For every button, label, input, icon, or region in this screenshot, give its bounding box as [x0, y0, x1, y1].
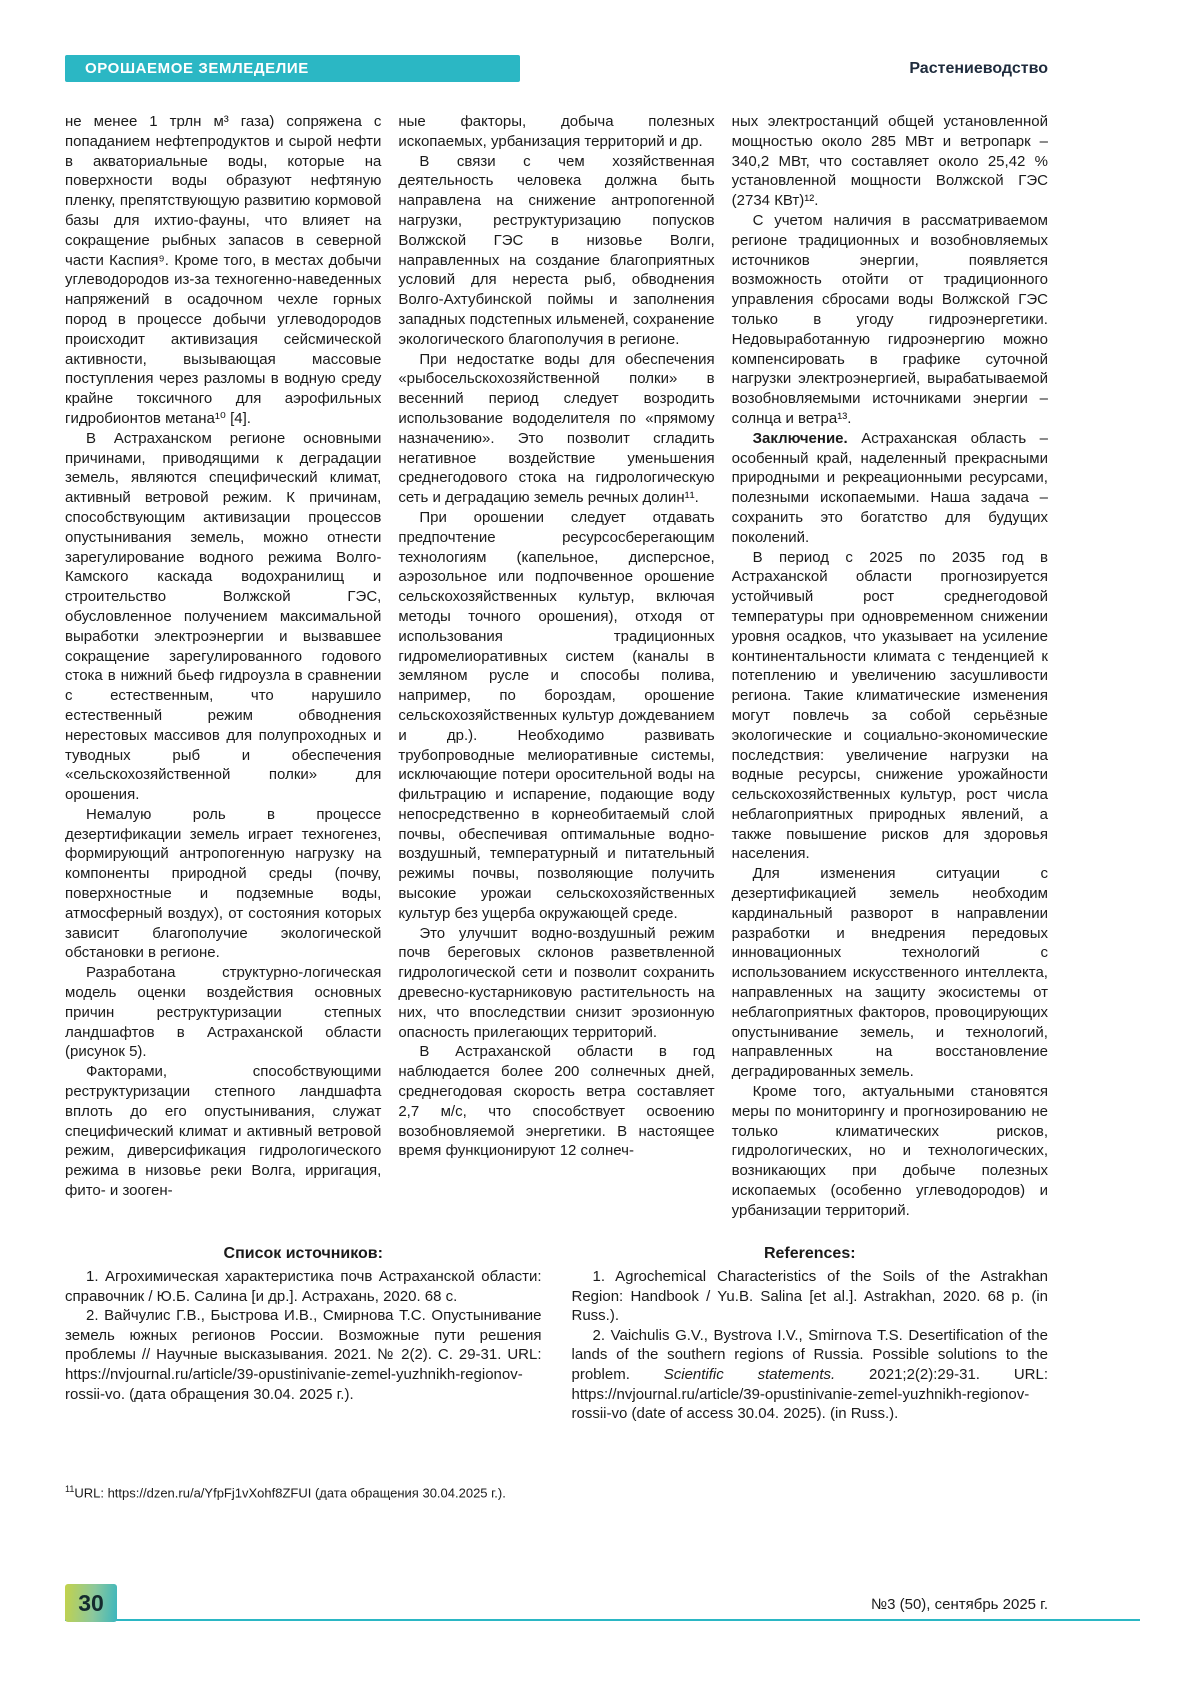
- references-section: [65, 1245, 1048, 1424]
- footnote: [65, 1481, 705, 1501]
- column-3: [732, 112, 1048, 1221]
- paragraph: В Астраханской области в год наблюдается более 200 солнечных дней, среднегодовая скорость ветра составляет 2,7 м/с, что способствует освоению возобновляемой энергетики. В настоящее время функционируют 12 солнеч-: [398, 1043, 715, 1160]
- paragraph: В Астраханском регионе основными причинами, приводящими к деградации земель, являются специфический климат, активный ветровой режим. К причинам, способствующим активизации процессов опустынивания земель, можно отнести зарегулирование водного режима Волго-Камского каскада водохранилищ и строительство Волжской ГЭС, обусловленное получением максимальной выработки электроэнергии и вызвавшее сокращение зарегулированного годового стока в нижний бьеф гидроузла в сравнении с естественным, что нарушило естественный режим обводнения нерестовых массивов для полупроходных и туводных рыб и обеспечения «сельскохозяйственной полки» для орошения.: [65, 429, 382, 804]
- reference-item: 1. Агрохимическая характеристика почв Астраханской области: справочник / Ю.Б. Салина [и др.]. Астрахань, 2020. 68 с.: [65, 1268, 542, 1305]
- column-1: [65, 112, 381, 1201]
- issue-info: №3 (50), сентябрь 2025 г.: [871, 1596, 1048, 1613]
- reference-item: [572, 1326, 1049, 1424]
- reference-text: 2. Vaichulis G.V., Bystrova I.V., Smirnova T.S. Desertification of the lands of the southern regions of Russia. Possible solutions to the problem.: [571, 1326, 1048, 1383]
- paragraph: Кроме того, актуальными становятся меры по мониторингу и прогнозированию не только климатических рисков, гидрологических, но и технологических, возникающих при добыче полезных ископаемых (особенно углеводородов) и урбанизации территорий.: [731, 1083, 1048, 1219]
- paragraph: В связи с чем хозяйственная деятельность человека должна быть направлена на снижение антропогенной нагрузки, реструктуризацию попусков Волжской ГЭС в низовье Волги, направленных на создание благоприятных условий для нереста рыб, обводнения Волго-Ахтубинской поймы и заполнения западных подстепных ильменей, сохранение экологического благополучия в регионе.: [398, 152, 715, 348]
- references-en-column: [572, 1245, 1049, 1424]
- reference-text: 2021;2(2):29-31. URL: https://nvjournal.ru/article/39-opustinivanie-zemel-yuzhnikh-regionov-rossii-vo (date of access 30.04. 2025). (in Russ.).: [571, 1365, 1048, 1423]
- references-en-title: References:: [763, 1245, 856, 1262]
- journal-name-italic: Scientific statements.: [663, 1365, 836, 1383]
- section-banner-label: ОРОШАЕМОЕ ЗЕМЛЕДЕЛИЕ: [85, 60, 309, 77]
- article-columns: [65, 112, 1048, 1245]
- paragraph: Немалую роль в процессе дезертификации земель играет техногенез, формирующий антропогенную нагрузку на компоненты природной среды (почву, поверхностные и подземные воды, атмосферный воздух), от состояния которых зависит благополучие экологической обстановки в регионе.: [65, 805, 382, 962]
- page-number-badge: 30: [65, 1584, 117, 1622]
- rubric-label: Растениеводство: [909, 59, 1048, 77]
- paragraph: Разработана структурно-логическая модель оценки воздействия основных причин реструктуризации степных ландшафтов в Астраханской области (рисунок 5).: [65, 964, 382, 1061]
- section-banner: [65, 55, 520, 82]
- sources-ru-column: [65, 1245, 542, 1424]
- page-header: [65, 55, 1048, 82]
- column-2: [398, 112, 714, 1161]
- paragraph: С учетом наличия в рассматриваемом регионе традиционных и возобновляемых источников энергии, появляется возможность отойти от традиционного управления сбросами воды Волжской ГЭС только в угоду гидроэнергетики. Недовыработанную гидроэнергию можно компенсировать в графике суточной нагрузки электроэнергией, вырабатываемой возобновляемыми источниками энергии – солнца и ветра¹³.: [731, 211, 1048, 427]
- conclusion-lead: Заключение.: [752, 429, 848, 447]
- footnote-marker: 11: [65, 1484, 75, 1494]
- paragraph: В период с 2025 по 2035 год в Астраханской области прогнозируется устойчивый рост среднегодовой температуры при одновременном снижении уровня осадков, что указывает на усиление континентальности климата с тенденцией к потеплению и увеличению засушливости региона. Такие климатические изменения могут повлечь за собой серьёзные экологические и социально-экономические последствия: увеличение нагрузки на водные ресурсы, снижение урожайности сельскохозяйственных культур, рост числа неблагоприятных природных явлений, а также повышение рисков для здоровья населения.: [731, 548, 1048, 863]
- paragraph: не менее 1 трлн м³ газа) сопряжена с попаданием нефтепродуктов и сырой нефти в акваториальные воды, которые на поверхности воды образуют нефтяную пленку, препятствующую развитию кормовой базы для ихтио-фауны, что влияет на сокращение рыбных запасов в северной части Каспия⁹. Кроме того, в местах добычи углеводородов из-за техногенно-наведенных напряжений в осадочном чехле горных пород в процессе добычи углеводородов происходит активизация сейсмической активности, вызывающая массовые поступления через разломы в водную среду крайне токсичного для аэрофильных гидробионтов метана¹⁰ [4].: [65, 113, 382, 427]
- reference-item: 1. Agrochemical Characteristics of the Soils of the Astrakhan Region: Handbook / Yu.B. Salina [et al.]. Astrakhan, 2020. 68 p. (in Russ.).: [571, 1268, 1048, 1325]
- paragraph: ных электростанций общей установленной мощностью около 285 МВт и ветропарк – 340,2 МВт, что составляет около 25,42 % установленной мощности Волжской ГЭС (2734 КВт)¹².: [731, 113, 1048, 210]
- paragraph: Это улучшит водно-воздушный режим почв береговых склонов разветвленной гидрологической сети и позволит сохранить древесно-кустарниковую растительность на них, что впоследствии снизит эрозионную опасность прилегающих территорий.: [398, 924, 715, 1041]
- footer-rule: [65, 1619, 1140, 1621]
- paragraph: Для изменения ситуации с дезертификацией земель необходим кардинальный разворот в направлении разработки и внедрения передовых инновационных технологий с использованием искусственного интеллекта, направленных на защиту экосистемы от неблагоприятных факторов, провоцирующих опустынивание земель, и технологий, направленных на восстановление деградированных земель.: [731, 865, 1048, 1081]
- footnote-text: URL: https://dzen.ru/a/YfpFj1vXohf8ZFUI (дата обращения 30.04.2025 г.).: [74, 1485, 506, 1501]
- paragraph: При недостатке воды для обеспечения «рыбосельскохозяйственной полки» в весенний период следует возродить использование вододелителя по «прямому назначению». Это позволит сгладить негативное воздействие уменьшения среднегодового стока на гидрологическую сеть и деградацию земель речных долин¹¹.: [398, 350, 715, 507]
- conclusion-text: Астраханская область – особенный край, наделенный прекрасными природными и рекреационными ресурсами, полезными ископаемыми. Наша задача – сохранить это богатство для будущих поколений.: [731, 429, 1048, 546]
- paragraph: ные факторы, добыча полезных ископаемых, урбанизация территорий и др.: [398, 113, 715, 150]
- conclusion-paragraph: [732, 429, 1048, 548]
- sources-ru-title: Список источников:: [223, 1245, 383, 1262]
- paragraph: Факторами, способствующими реструктуризации степного ландшафта вплоть до его опустынивания, служат специфический климат и активный ветровой режим, диверсификация гидрологического режима в низовье реки Волга, ирригация, фито- и зооген-: [65, 1063, 382, 1200]
- paragraph: При орошении следует отдавать предпочтение ресурсосберегающим технологиям (капельное, дисперсное, аэрозольное или подпочвенное орошение сельскохозяйственных культур, включая методы точного орошения), отходя от использования традиционных гидромелиоративных систем (каналы в земляном русле и способы полива, например, по бороздам, орошение сельскохозяйственных культур дождеванием и др.). Необходимо развивать трубопроводные мелиоративные системы, исключающие потери оросительной воды на фильтрацию и испарение, подающие воду непосредственно в корнеобитаемый слой почвы, обеспечивая оптимальные водно-воздушный, температурный и питательный режимы почвы, позволяющие получить высокие урожаи сельскохозяйственных культур без ущерба окружающей среде.: [398, 508, 715, 922]
- reference-item: 2. Вайчулис Г.В., Быстрова И.В., Смирнова Т.С. Опустынивание земель южных регионов России. Возможные пути решения проблемы // Научные высказывания. 2021. № 2(2). С. 29-31. URL: https://nvjournal.ru/article/39-opustinivanie-zemel-yuzhnikh-regionov-rossii-vo. (дата обращения 30.04. 2025 г.).: [65, 1307, 542, 1403]
